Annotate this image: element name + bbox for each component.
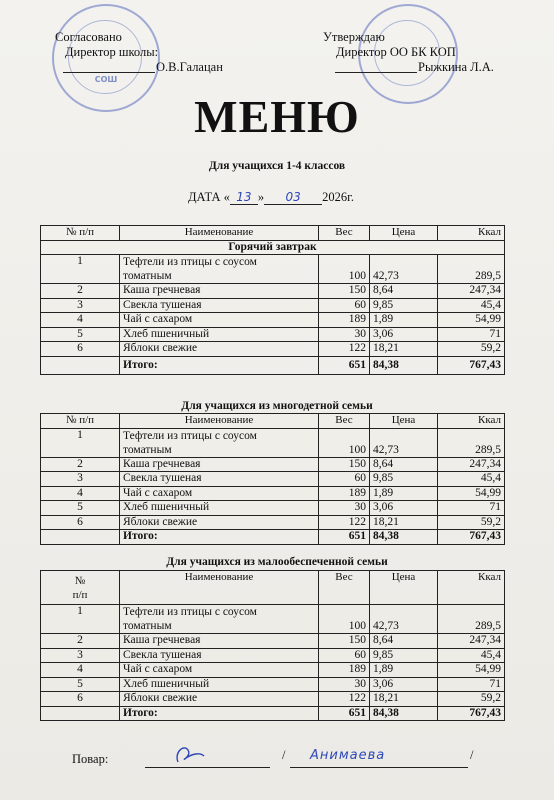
page-title: МЕНЮ [194,91,360,142]
table-row: 4 Чай с сахаром 189 1,89 54,99 [41,663,505,678]
date-line [188,190,354,205]
table-row: 2 Каша гречневая 150 8,64 247,34 [41,634,505,649]
menu-table-low-income [40,570,505,721]
approval-right-position: Директор ОО БК КОП [336,45,456,59]
total-row: Итого: 651 84,38 767,43 [41,530,505,545]
table-row: 5 Хлеб пшеничный 30 3,06 71 [41,327,505,342]
table-header-row [41,226,505,241]
signature-line-right [335,72,417,73]
section-caption: Горячий завтрак [41,240,505,255]
table-header-row: № п/п Наименование Вес Цена Ккал [41,571,505,605]
date-year: 2026г. [322,190,354,204]
table-row: 4 Чай с сахаром 189 1,89 54,99 [41,486,505,501]
total-row: Итого: 651 84,38 767,43 [41,356,505,374]
table-row: 2 Каша гречневая 150 8,64 247,34 [41,457,505,472]
date-mid: » [257,190,265,204]
stamp-left-center: СОШ [94,75,118,84]
table-header-row: № п/п Наименование Вес Цена Ккал [41,414,505,429]
cook-name-handwritten: Анимаева [310,748,386,763]
menu-table-primary [40,225,505,375]
table-row: 1 Тефтели из птицы с соусом томатным 100 42,73 289,5 [41,255,505,284]
col-weight: Вес [319,226,370,241]
date-day: 13 [230,190,258,205]
approval-left-position: Директор школы: [65,45,159,59]
table-row: 3 Свекла тушеная 60 9,85 45,4 [41,472,505,487]
table-row: 2 Каша гречневая 150 8,64 247,34 [41,284,505,299]
table-row: 5 Хлеб пшеничный 30 3,06 71 [41,677,505,692]
cook-signature-mark [170,740,210,768]
cook-name-line [290,767,468,768]
table-row: 4 Чай с сахаром 189 1,89 54,99 [41,313,505,328]
table-row: 3 Свекла тушеная 60 9,85 45,4 [41,298,505,313]
bracket-open: / [282,748,286,762]
table-row: 5 Хлеб пшеничный 30 3,06 71 [41,501,505,516]
section-title-large-family: Для учащихся из многодетной семьи [181,400,373,412]
table-row: 1 Тефтели из птицы с соусом томатным 100 42,73 289,5 [41,428,505,457]
col-name: Наименование [120,226,319,241]
approval-right-title: Утверждаю [323,30,385,44]
table-row: 6 Яблоки свежие 122 18,21 59,2 [41,692,505,707]
subtitle: Для учащихся 1-4 классов [208,160,346,172]
table-row: 1 Тефтели из птицы с соусом томатным 100 42,73 289,5 [41,605,505,634]
approval-left-title: Согласовано [55,30,122,44]
menu-table-large-family [40,413,505,545]
section-caption-row [41,240,505,255]
bracket-close: / [470,748,474,762]
table-row: 3 Свекла тушеная 60 9,85 45,4 [41,648,505,663]
col-price: Цена [370,226,438,241]
cook-label: Повар: [72,752,109,766]
col-num: № п/п [41,226,120,241]
date-month: 03 [264,190,322,205]
approval-left-name: О.В.Галацан [156,60,223,74]
col-kcal: Ккал [438,226,505,241]
table-row: 6 Яблоки свежие 122 18,21 59,2 [41,515,505,530]
signature-line-left [63,72,155,73]
date-prefix: ДАТА « [188,190,230,204]
table-row: 6 Яблоки свежие 122 18,21 59,2 [41,342,505,357]
approval-right-name: Рыжкина Л.А. [418,60,494,74]
total-row: Итого: 651 84,38 767,43 [41,706,505,721]
section-title-low-income: Для учащихся из малообеспеченной семьи [166,556,388,568]
